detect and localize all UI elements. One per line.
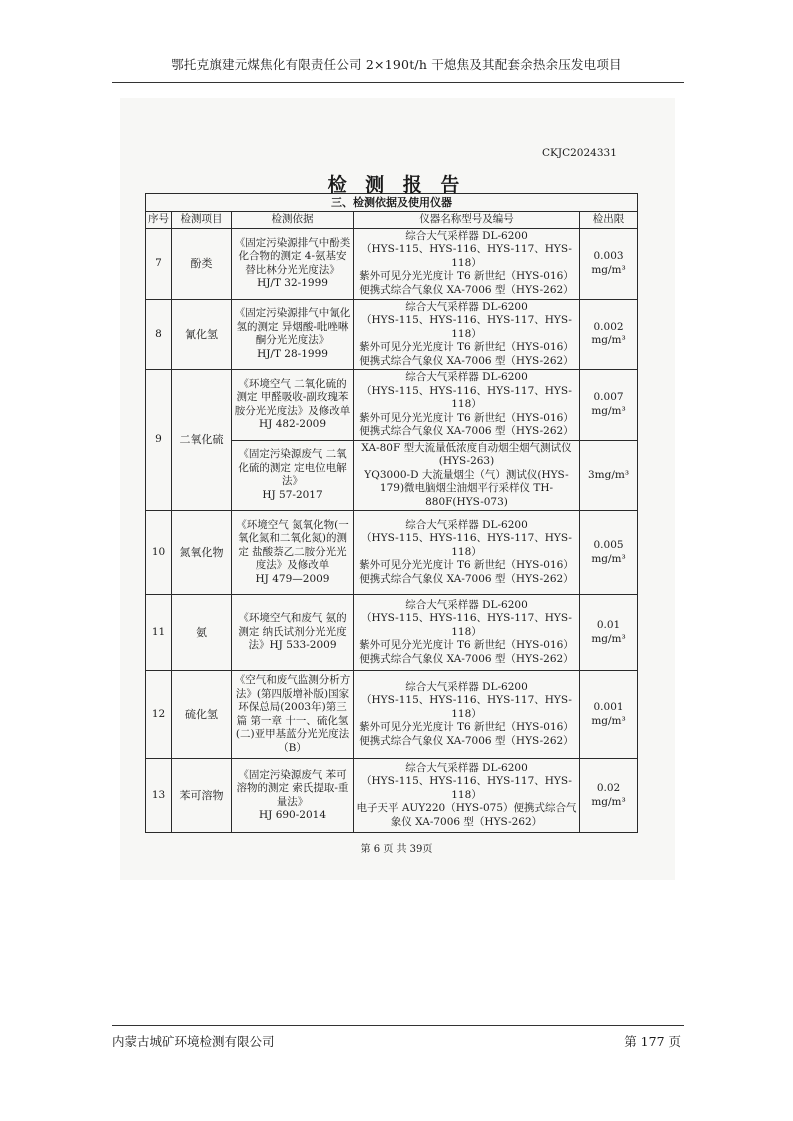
test-basis: 《环境空气和废气 氨的测定 纳氏试剂分光光度法》HJ 533-2009 xyxy=(232,595,354,671)
table-row xyxy=(146,299,638,370)
test-basis: 《环境空气 二氧化硫的测定 甲醛吸收-副玫瑰苯胺分光光度法》及修改单 HJ 482-2009 xyxy=(232,370,354,441)
test-basis: 《空气和废气监测分析方法》(第四版增补版)国家环保总局(2003年)第三篇 第一章 十一、硫化氢 (二)亚甲基蓝分光光度法（B） xyxy=(232,671,354,759)
row-number: 10 xyxy=(146,511,172,595)
instrument-list: 综合大气采样器 DL-6200 （HYS-115、HYS-116、HYS-117、HYS-118） 紫外可见分光光度计 T6 新世纪（HYS-016） 便携式综合气象仪 XA-7006 型（HYS-262） xyxy=(354,228,580,299)
detection-limit: 0.007 mg/m³ xyxy=(580,370,638,441)
test-basis: 《固定污染源排气中酚类化合物的测定 4-氨基安替比林分光光度法》 HJ/T 32-1999 xyxy=(232,228,354,299)
footer-page-number: 第 177 页 xyxy=(624,1034,681,1049)
table-row xyxy=(146,671,638,759)
detection-limit: 0.005 mg/m³ xyxy=(580,511,638,595)
header-divider xyxy=(112,82,684,83)
row-number: 8 xyxy=(146,299,172,370)
table-row xyxy=(146,759,638,833)
instrument-list: 综合大气采样器 DL-6200 （HYS-115、HYS-116、HYS-117、HYS-118） 电子天平 AUY220（HYS-075）便携式综合气象仪 XA-7006 型（HYS-262） xyxy=(354,759,580,833)
column-header: 序号 xyxy=(146,212,172,229)
table-row xyxy=(146,228,638,299)
test-basis: 《固定污染源排气中氰化氢的测定 异烟酸-吡唑啉酮分光光度法》 HJ/T 28-1999 xyxy=(232,299,354,370)
report-title: 检 测 报 告 xyxy=(327,174,466,196)
detection-limit: 0.002 mg/m³ xyxy=(580,299,638,370)
detection-limit: 0.01 mg/m³ xyxy=(580,595,638,671)
column-header: 检测依据 xyxy=(232,212,354,229)
row-number: 12 xyxy=(146,671,172,759)
test-item: 氮氧化物 xyxy=(172,511,232,595)
test-item: 硫化氢 xyxy=(172,671,232,759)
column-header: 检出限 xyxy=(580,212,638,229)
footer-company: 内蒙古城矿环境检测有限公司 xyxy=(112,1034,275,1049)
section-title: 三、检测依据及使用仪器 xyxy=(146,194,638,212)
test-item: 苯可溶物 xyxy=(172,759,232,833)
test-basis: 《固定污染源废气 二氧化硫的测定 定电位电解法》 HJ 57-2017 xyxy=(232,440,354,511)
test-item: 氨 xyxy=(172,595,232,671)
test-item: 酚类 xyxy=(172,228,232,299)
detection-limit: 3mg/m³ xyxy=(580,440,638,511)
table-row xyxy=(146,511,638,595)
column-header: 仪器名称型号及编号 xyxy=(354,212,580,229)
row-number: 11 xyxy=(146,595,172,671)
instrument-list: 综合大气采样器 DL-6200 （HYS-115、HYS-116、HYS-117、HYS-118） 紫外可见分光光度计 T6 新世纪（HYS-016） 便携式综合气象仪 XA-7006 型（HYS-262） xyxy=(354,595,580,671)
detection-limit: 0.003 mg/m³ xyxy=(580,228,638,299)
column-header: 检测项目 xyxy=(172,212,232,229)
instrument-list: 综合大气采样器 DL-6200 （HYS-115、HYS-116、HYS-117、HYS-118） 紫外可见分光光度计 T6 新世纪（HYS-016） 便携式综合气象仪 XA-7006 型（HYS-262） xyxy=(354,299,580,370)
table-row xyxy=(146,595,638,671)
detection-limit: 0.02 mg/m³ xyxy=(580,759,638,833)
row-number: 13 xyxy=(146,759,172,833)
instrument-table xyxy=(145,193,638,833)
test-item: 氰化氢 xyxy=(172,299,232,370)
instrument-list: 综合大气采样器 DL-6200 （HYS-115、HYS-116、HYS-117、HYS-118） 紫外可见分光光度计 T6 新世纪（HYS-016） 便携式综合气象仪 XA-7006 型（HYS-262） xyxy=(354,671,580,759)
report-code: CKJC2024331 xyxy=(542,147,617,159)
instrument-list: 综合大气采样器 DL-6200 （HYS-115、HYS-116、HYS-117、HYS-118） 紫外可见分光光度计 T6 新世纪（HYS-016） 便携式综合气象仪 XA-7006 型（HYS-262） xyxy=(354,370,580,441)
test-basis: 《固定污染源废气 苯可溶物的测定 索氏提取-重量法》 HJ 690-2014 xyxy=(232,759,354,833)
row-number: 7 xyxy=(146,228,172,299)
table-header-row xyxy=(146,212,638,229)
row-number: 9 xyxy=(146,370,172,511)
document-header: 鄂托克旗建元煤焦化有限责任公司 2×190t/h 干熄焦及其配套余热余压发电项目 xyxy=(171,57,622,72)
table-row xyxy=(146,370,638,441)
footer-divider xyxy=(112,1025,684,1026)
test-basis: 《环境空气 氮氧化物(一氧化氮和二氧化氮)的测定 盐酸萘乙二胺分光光度法》及修改单 HJ 479—2009 xyxy=(232,511,354,595)
instrument-list: 综合大气采样器 DL-6200 （HYS-115、HYS-116、HYS-117、HYS-118） 紫外可见分光光度计 T6 新世纪（HYS-016） 便携式综合气象仪 XA-7006 型（HYS-262） xyxy=(354,511,580,595)
instrument-list: XA-80F 型大流量低浓度自动烟尘烟气测试仪(HYS-263) YQ3000-D 大流量烟尘（气）测试仪(HYS-179)微电脑烟尘油烟平行采样仪 TH-880F(HYS-073) xyxy=(354,440,580,511)
detection-limit: 0.001 mg/m³ xyxy=(580,671,638,759)
inner-page-number: 第 6 页 共 39页 xyxy=(360,844,433,855)
test-item: 二氧化硫 xyxy=(172,370,232,511)
